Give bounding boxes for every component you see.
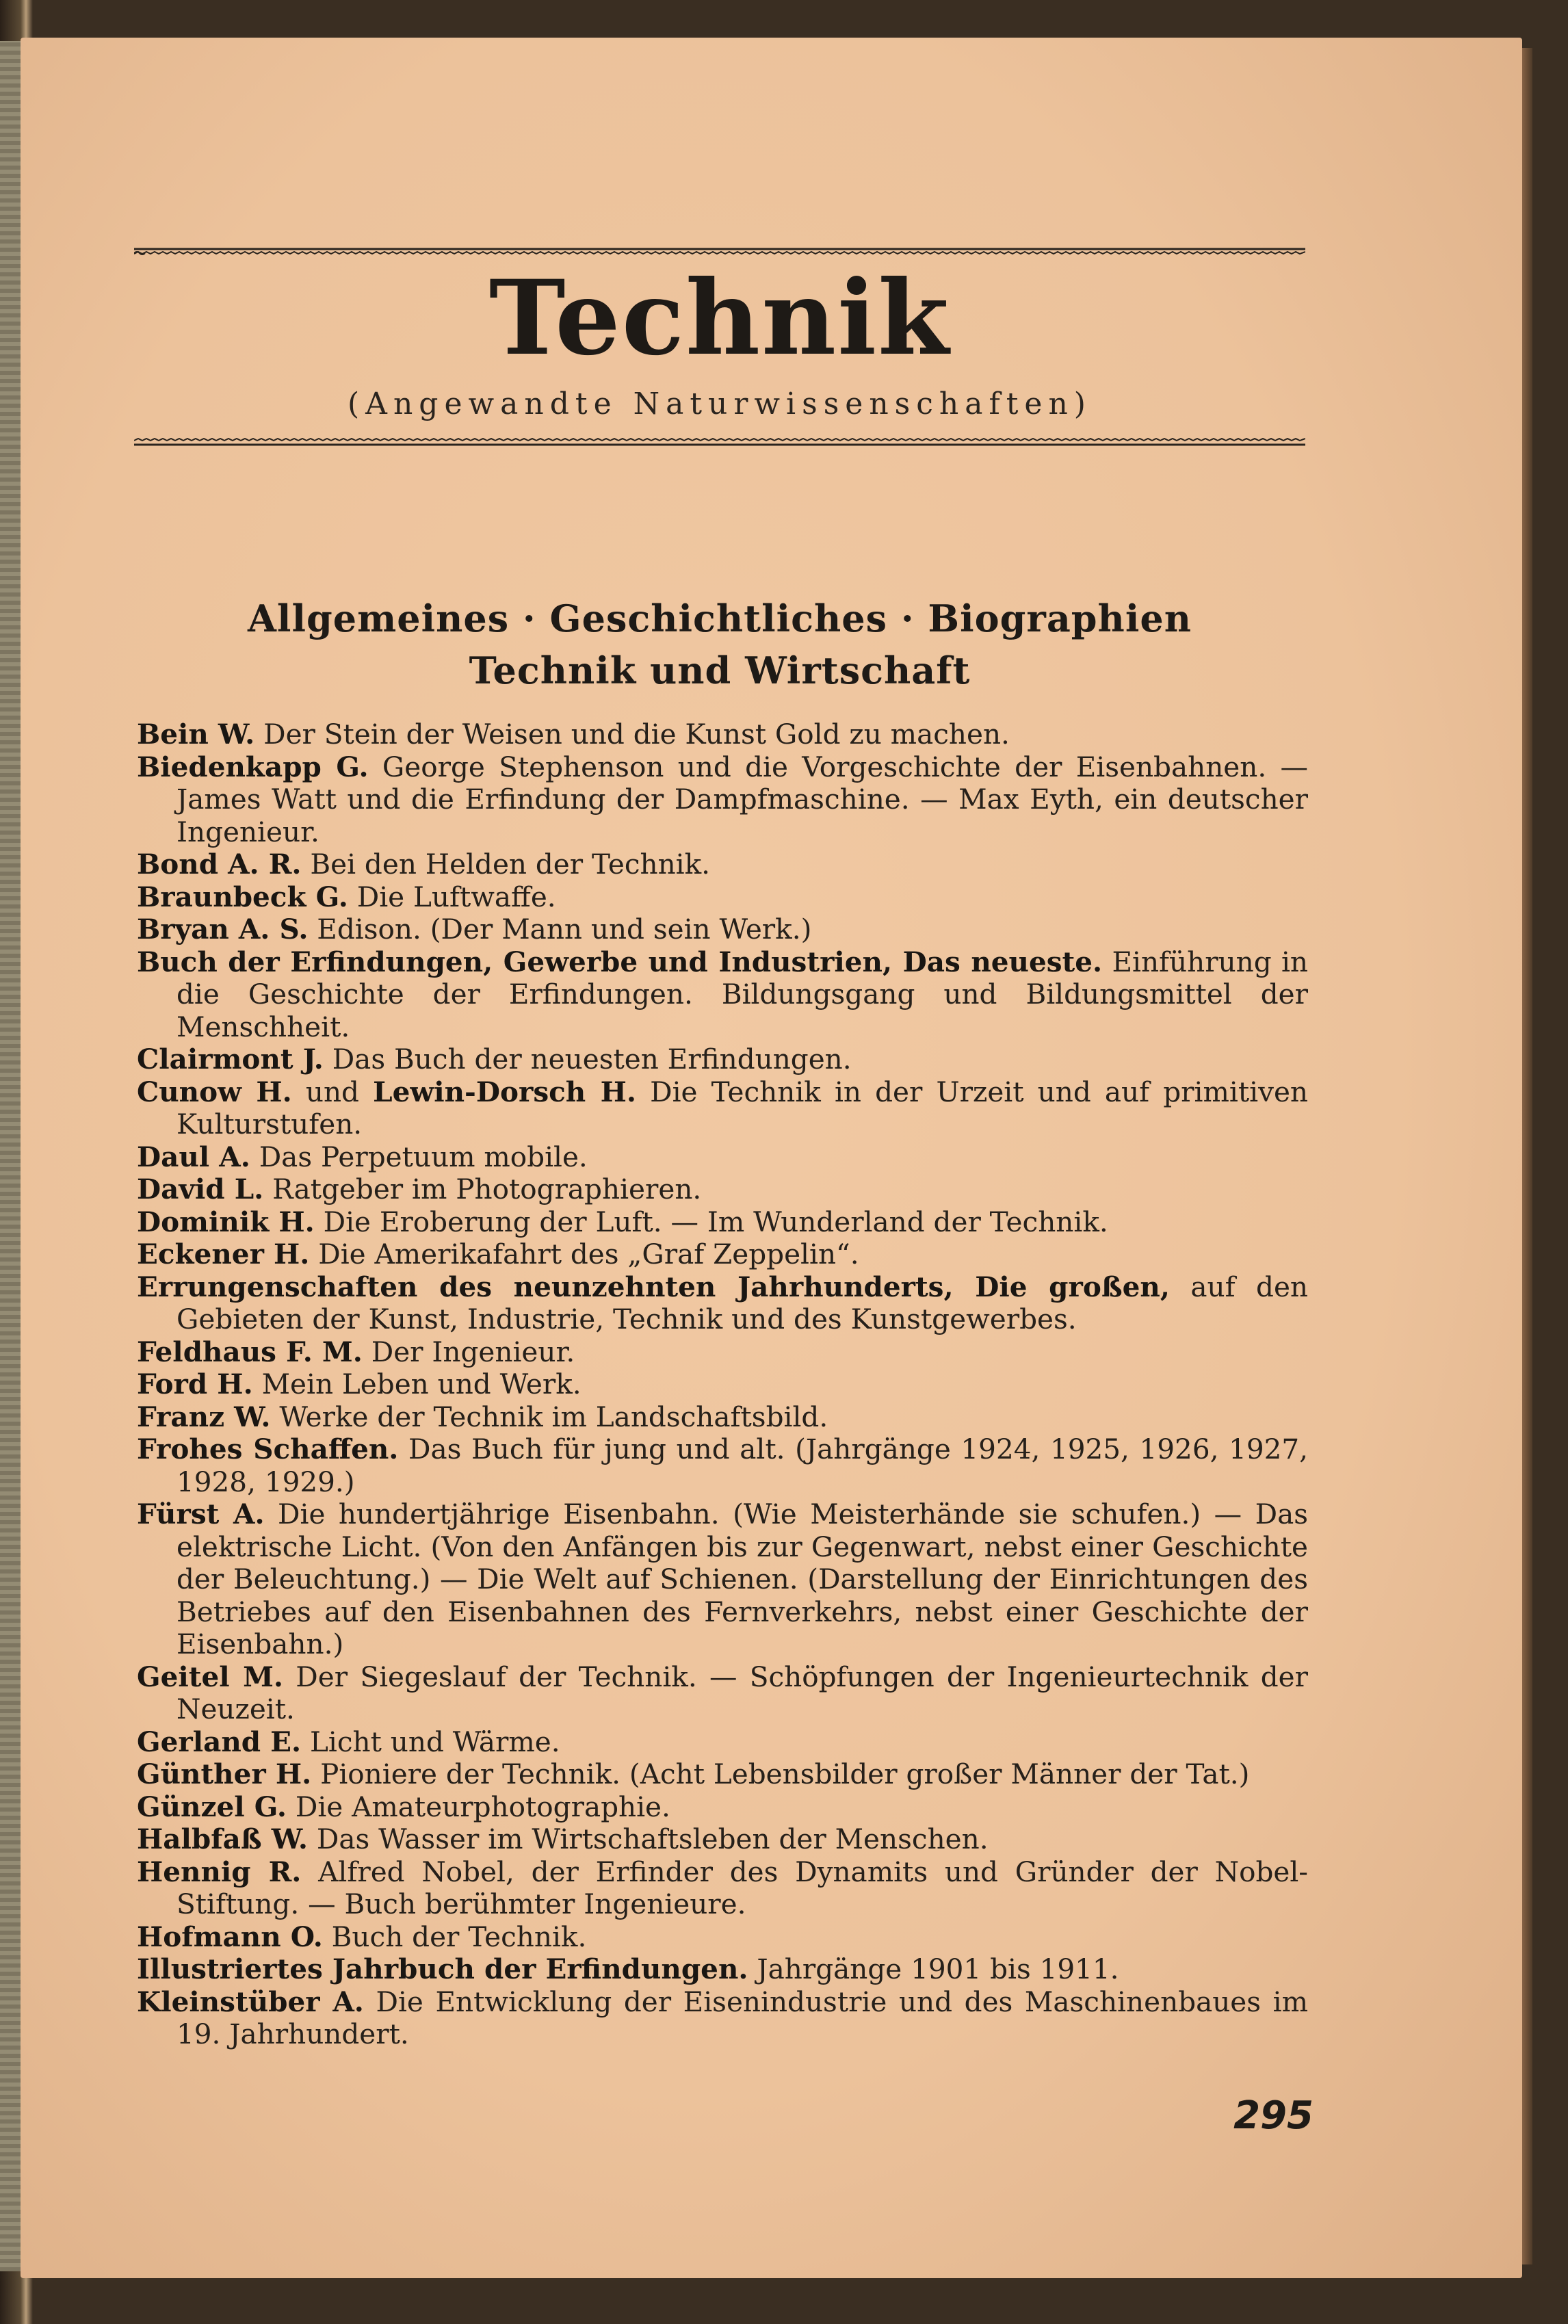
entry-author: Braunbeck G. bbox=[137, 880, 348, 913]
bibliography-entry bbox=[137, 1238, 1308, 1271]
bibliography-entry bbox=[137, 1336, 1308, 1369]
entry-text: Edison. (Der Mann und sein Werk.) bbox=[317, 913, 812, 945]
entry-text: Die Amateurphotographie. bbox=[295, 1790, 670, 1823]
entry-text: Die Amerikafahrt des „Graf Zeppelin“. bbox=[318, 1238, 859, 1270]
entry-author: Dominik H. bbox=[137, 1205, 315, 1238]
entry-text: Buch der Technik. bbox=[331, 1920, 587, 1953]
entry-author: Cunow H. bbox=[137, 1075, 292, 1108]
entry-author: Halbfaß W. bbox=[137, 1823, 309, 1855]
bibliography-entry bbox=[137, 1758, 1308, 1791]
bibliography-entry bbox=[137, 913, 1308, 946]
bibliography-entry bbox=[137, 1271, 1308, 1336]
entry-text: Die Eroberung der Luft. — Im Wunderland der Technik. bbox=[323, 1205, 1108, 1238]
entry-text: Einführung in die Geschichte der Erfindungen. Bildungsgang und Bildungsmittel der Menschheit. bbox=[177, 945, 1309, 1043]
bibliography-entry bbox=[137, 1726, 1308, 1759]
section-heading-line1: Allgemeines · Geschichtliches · Biographien bbox=[248, 597, 1192, 640]
bibliography-entry bbox=[137, 881, 1308, 914]
entry-text: Werke der Technik im Landschaftsbild. bbox=[279, 1400, 828, 1433]
bibliography-entry bbox=[137, 751, 1308, 849]
entry-author: Biedenkapp G. bbox=[137, 750, 369, 783]
entry-author-2: Lewin-Dorsch H. bbox=[373, 1075, 636, 1108]
bibliography-entry bbox=[137, 848, 1308, 881]
entry-text: Der Ingenieur. bbox=[371, 1335, 575, 1368]
entry-text: Licht und Wärme. bbox=[310, 1725, 560, 1758]
entry-author: David L. bbox=[137, 1173, 264, 1205]
section-heading-line2: Technik und Wirtschaft bbox=[469, 649, 971, 692]
entry-author: Ford H. bbox=[137, 1368, 253, 1400]
bibliography-entry bbox=[137, 1791, 1308, 1824]
bibliography-entry bbox=[137, 1368, 1308, 1401]
entry-text: Ratgeber im Photographieren. bbox=[272, 1173, 702, 1205]
page-subtitle: (Angewandte Naturwissenschaften) bbox=[348, 387, 1092, 421]
entry-author: Clairmont J. bbox=[137, 1043, 324, 1075]
entry-text: Die Technik in der Urzeit und auf primitiven Kulturstufen. bbox=[177, 1075, 1309, 1140]
entry-author: Bein W. bbox=[137, 718, 255, 750]
entry-text: Mein Leben und Werk. bbox=[261, 1368, 582, 1400]
page-title: Technik bbox=[488, 258, 951, 378]
bibliography-entry bbox=[137, 1401, 1308, 1434]
bibliography-entry bbox=[137, 1856, 1308, 1921]
entry-author: Kleinstüber A. bbox=[137, 1985, 364, 2018]
entry-author: Fürst A. bbox=[137, 1498, 265, 1530]
entry-text: Der Stein der Weisen und die Kunst Gold zu machen. bbox=[263, 718, 1010, 750]
entry-text: Das Perpetuum mobile. bbox=[259, 1140, 588, 1173]
bibliography-entry bbox=[137, 1921, 1308, 1954]
entry-text: Jahrgänge 1901 bis 1911. bbox=[757, 1953, 1119, 1985]
entry-text: Das Buch der neuesten Erfindungen. bbox=[332, 1043, 852, 1075]
bibliography-entry bbox=[137, 1953, 1308, 1986]
bibliography-entry bbox=[137, 1141, 1308, 1174]
entry-text: Die hundertjährige Eisenbahn. (Wie Meisterhände sie schufen.) — Das elektrische Licht. (Von den Anfängen bis zur Gegenwart, nebst einer Geschichte der Beleuchtung.) — Die Welt auf Schienen. (Darstellung der Einrichtungen des Betriebes auf den Eisenbahnen des Fernverkehrs, nebst einer Geschichte der Eisenbahn.) bbox=[177, 1498, 1309, 1660]
bibliography-entry bbox=[137, 1206, 1308, 1239]
entry-text: Der Siegeslauf der Technik. — Schöpfungen der Ingenieurtechnik der Neuzeit. bbox=[177, 1660, 1308, 1725]
bibliography-list bbox=[137, 718, 1308, 2051]
entry-author: Gerland E. bbox=[137, 1725, 302, 1758]
entry-text: auf den Gebieten der Kunst, Industrie, Technik und des Kunstgewerbes. bbox=[177, 1270, 1308, 1335]
entry-author: Bond A. R. bbox=[137, 848, 302, 880]
entry-author: Illustriertes Jahrbuch der Erfindungen. bbox=[137, 1953, 748, 1985]
entry-text: Die Luftwaffe. bbox=[356, 880, 556, 913]
bibliography-entry bbox=[137, 1661, 1308, 1726]
entry-text: Bei den Helden der Technik. bbox=[310, 848, 711, 880]
entry-author: Hennig R. bbox=[137, 1855, 302, 1888]
entry-text: Die Entwicklung der Eisenindustrie und des Maschinenbaues im 19. Jahrhundert. bbox=[177, 1985, 1308, 2050]
bibliography-entry bbox=[137, 1043, 1308, 1076]
bottom-ornamental-rule bbox=[134, 438, 1305, 446]
bibliography-entry bbox=[137, 946, 1308, 1044]
entry-author: Bryan A. S. bbox=[137, 913, 309, 945]
entry-author: Buch der Erfindungen, Gewerbe und Industrien, Das neueste. bbox=[137, 945, 1103, 978]
bibliography-entry bbox=[137, 1823, 1308, 1856]
entry-text: George Stephenson und die Vorgeschichte der Eisenbahnen. — James Watt und die Erfindung der Dampfmaschine. — Max Eyth, ein deutscher Ingenieur. bbox=[177, 750, 1308, 848]
book-spine bbox=[0, 41, 21, 2271]
bibliography-entry bbox=[137, 1986, 1308, 2051]
entry-text: Pioniere der Technik. (Acht Lebensbilder großer Männer der Tat.) bbox=[320, 1758, 1250, 1790]
entry-text: Alfred Nobel, der Erfinder des Dynamits und Gründer der Nobel-Stiftung. — Buch berühmter Ingenieure. bbox=[177, 1855, 1308, 1920]
entry-author: Eckener H. bbox=[137, 1238, 310, 1270]
entry-author: Feldhaus F. M. bbox=[137, 1335, 363, 1368]
entry-author: Daul A. bbox=[137, 1140, 250, 1173]
page-number: 295 bbox=[1233, 2093, 1314, 2138]
bibliography-entry bbox=[137, 718, 1308, 751]
entry-author: Franz W. bbox=[137, 1400, 271, 1433]
entry-author: Frohes Schaffen. bbox=[137, 1433, 399, 1465]
bibliography-entry bbox=[137, 1498, 1308, 1661]
bibliography-entry bbox=[137, 1173, 1308, 1206]
bibliography-entry bbox=[137, 1076, 1308, 1141]
entry-author: Hofmann O. bbox=[137, 1920, 323, 1953]
entry-author: Günzel G. bbox=[137, 1790, 287, 1823]
entry-author: Errungenschaften des neunzehnten Jahrhunderts, Die großen, bbox=[137, 1270, 1170, 1303]
top-ornamental-rule bbox=[134, 248, 1305, 256]
entry-text: Das Wasser im Wirtschaftsleben der Menschen. bbox=[316, 1823, 989, 1855]
entry-author: Geitel M. bbox=[137, 1660, 284, 1693]
entry-author: Günther H. bbox=[137, 1758, 312, 1790]
entry-conjunction: und bbox=[305, 1075, 359, 1108]
entry-text: Das Buch für jung und alt. (Jahrgänge 1924, 1925, 1926, 1927, 1928, 1929.) bbox=[177, 1433, 1309, 1498]
bibliography-entry bbox=[137, 1433, 1308, 1498]
